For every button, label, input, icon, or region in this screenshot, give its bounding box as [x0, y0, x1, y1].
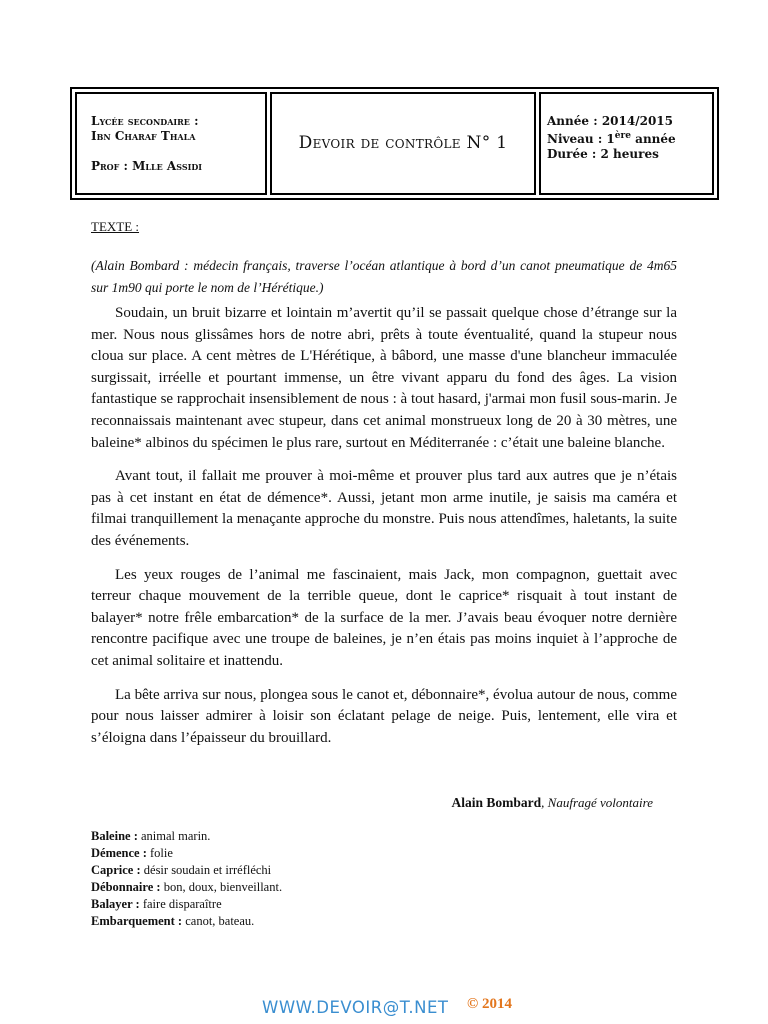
- glossary-item: Démence : folie: [91, 846, 173, 860]
- glossary-item: Caprice : désir soudain et irréfléchi: [91, 863, 272, 877]
- paragraph-2: Avant tout, il fallait me prouver à moi-même et prouver plus tard aux autres que je n’étais pas à cet instant en état de démence*. Aussi, jetant mon arme inutile, je saisis ma caméra et filmai tranquillement la menaçante approche du monstre. Puis nous attendîmes, haletants, la suite des événements.: [91, 468, 677, 549]
- glossary-item: Baleine : animal marin.: [91, 829, 211, 843]
- copyright-mark: © 2014: [467, 996, 512, 1012]
- texte-heading: TEXTE :: [91, 219, 140, 234]
- intro-note: (Alain Bombard : médecin français, traverse l’océan atlantique à bord d’un canot pneumatique de 4m65 sur 1m90 qui porte le nom de l’Hérétique.): [91, 258, 677, 295]
- school-line-2: Ibn Charaf Thala: [91, 129, 196, 143]
- glossary-item: Débonnaire : bon, doux, bienveillant.: [91, 880, 283, 894]
- school-year: Année : 2014/2015: [547, 114, 673, 128]
- school-info-cell: [75, 92, 267, 195]
- glossary-item: Balayer : faire disparaître: [91, 897, 222, 911]
- main-text: [91, 303, 677, 761]
- paragraph-3: Les yeux rouges de l’animal me fascinaient, mais Jack, mon compagnon, guettait avec terreur chaque mouvement de la terrible queue, dont le caprice* risquait à tout instant de balayer* notre frêle embarcation* de la surface de la mer. J’avais beau évoquer notre dernière rencontre pacifique avec une troupe de baleines, je n’en étais pas moins inquiet à l’approche de cet animal solitaire et inattendu.: [91, 566, 677, 669]
- paragraph-4: La bête arriva sur nous, plongea sous le canot et, débonnaire*, évolua autour de nous, comme pour nous laisser admirer à loisir son éclatant pelage de neige. Puis, lentement, elle vira et s’éloigna dans l’épaisseur du brouillard.: [91, 686, 677, 746]
- exam-info-cell: [539, 92, 714, 195]
- class-level: Niveau : 1ère année: [547, 131, 676, 146]
- school-line-1: Lycée secondaire :: [91, 114, 199, 128]
- exam-title: Devoir de contrôle N° 1: [298, 133, 508, 153]
- glossary-item: Embarquement : canot, bateau.: [91, 914, 255, 928]
- paragraph-1: Soudain, un bruit bizarre et lointain m’avertit qu’il se passait quelque chose d’étrange sur la mer. Nous nous glissâmes hors de notre abri, prêts à toute éventualité, quand la stupeur nous cloua sur place. A cent mètres de L'Hérétique, à bâbord, une masse d'une blancheur immaculée surgissait, irréelle et pourtant immense, un être vivant apparu du fond des âges. La vision fantastique se rapprochait insensiblement de nous : à tout hasard, j'armai mon fusil sous-marin. Je reconnaissais maintenant avec stupeur, dans cet animal monstrueux long de 20 à 30 mètres, une baleine* albinos du spécimen le plus rare, surtout en Méditerranée : c’était une baleine blanche.: [91, 305, 677, 451]
- signature: [91, 795, 653, 811]
- glossary: [91, 828, 282, 930]
- teacher-name: Prof : Mlle Assidi: [91, 159, 203, 173]
- author-name: Alain Bombard: [451, 795, 542, 810]
- website-watermark: WWW.DEVOIR@T.NET: [262, 998, 449, 1017]
- exam-duration: Durée : 2 heures: [547, 147, 659, 161]
- header-table: [70, 87, 719, 200]
- title-cell: [270, 92, 536, 195]
- book-title: , Naufragé volontaire: [541, 795, 653, 810]
